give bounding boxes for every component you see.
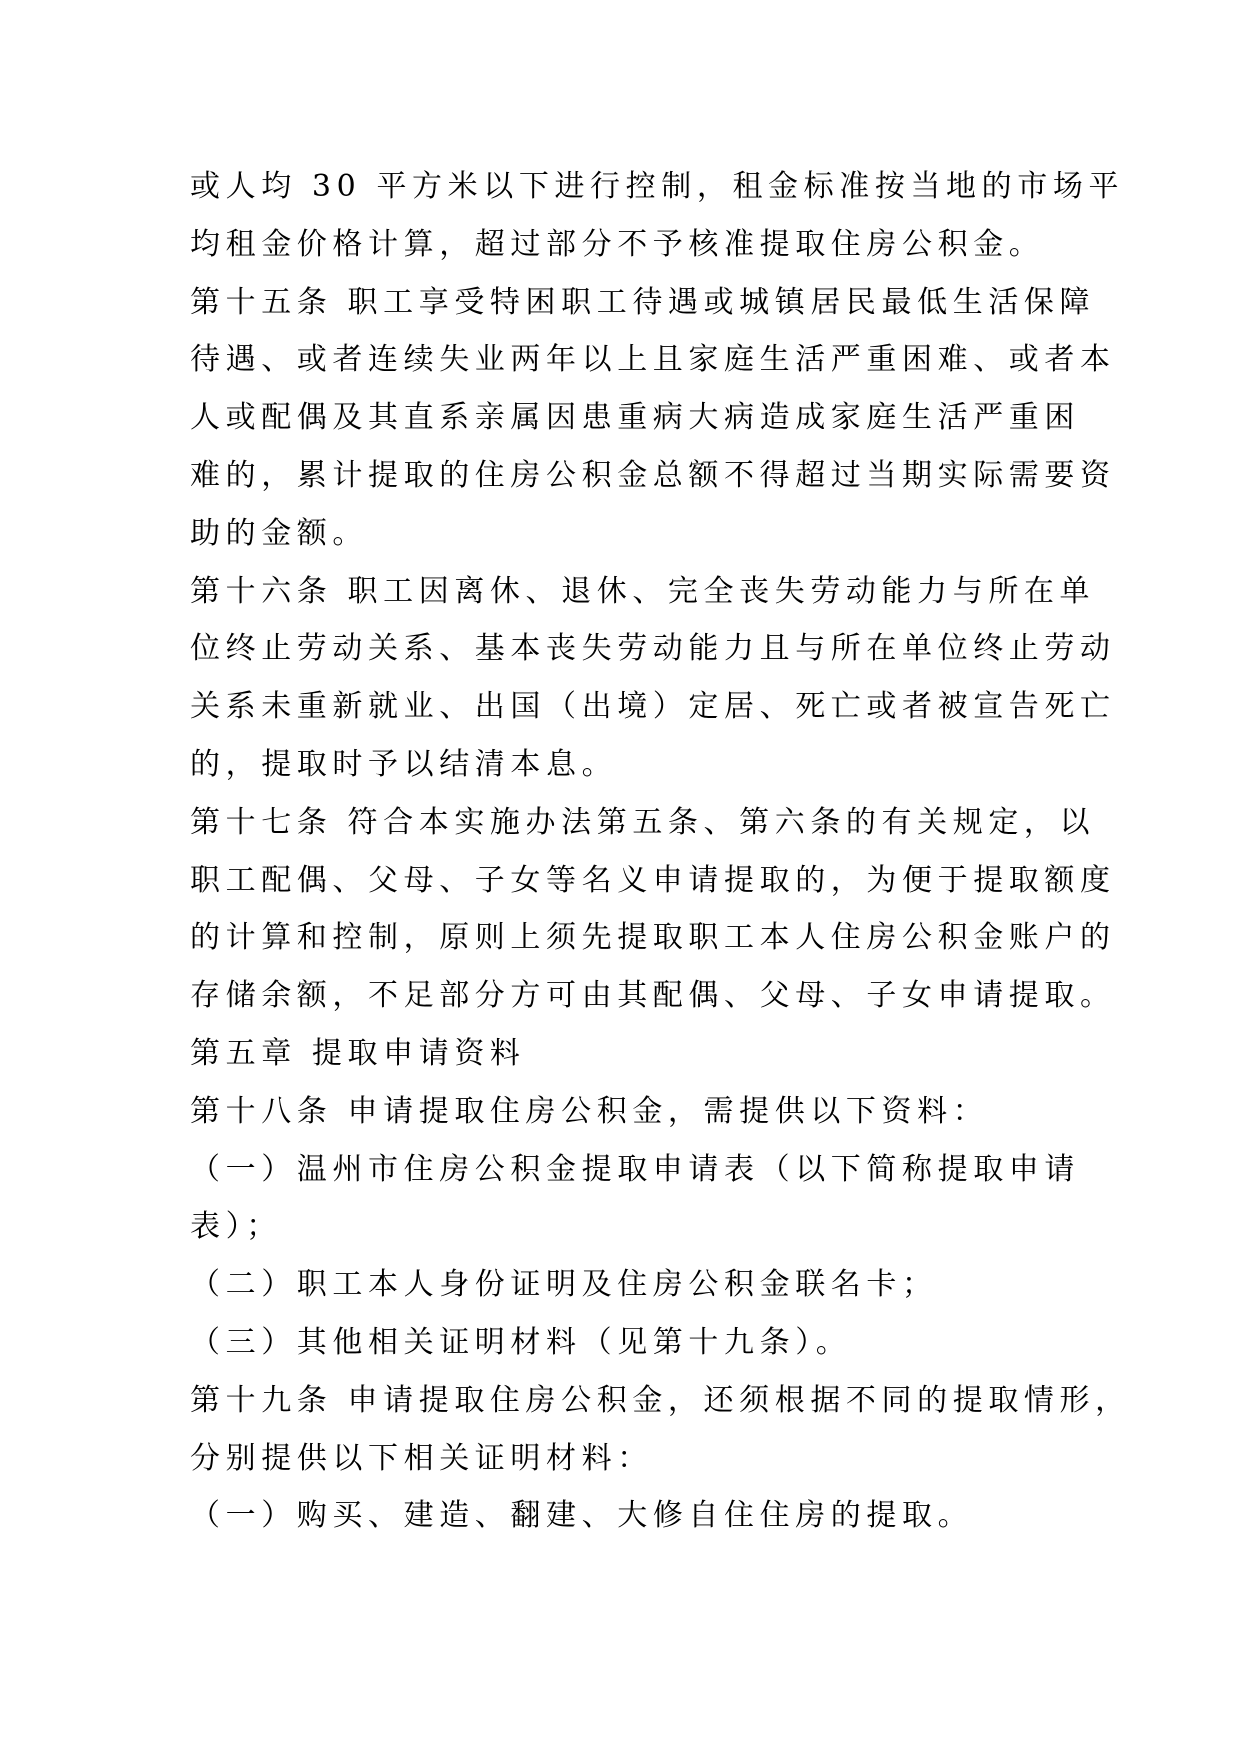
list-item-line: （一）购买、建造、翻建、大修自住住房的提取。 — [190, 1498, 974, 1534]
text-line: 位终止劳动关系、基本丧失劳动能力且与所在单位终止劳动 — [190, 631, 1116, 667]
text-line: 职工配偶、父母、子女等名义申请提取的，为便于提取额度 — [190, 862, 1116, 898]
document-body — [190, 158, 1131, 1545]
text-line: 待遇、或者连续失业两年以上且家庭生活严重困难、或者本 — [190, 342, 1116, 378]
text-line: 关系未重新就业、出国（出境）定居、死亡或者被宣告死亡 — [190, 689, 1116, 725]
text-line: 均租金价格计算，超过部分不予核准提取住房公积金。 — [190, 226, 1045, 262]
article-19-heading-line: 第十九条 申请提取住房公积金，还须根据不同的提取情形， — [190, 1382, 1131, 1418]
list-item-line: （一）温州市住房公积金提取申请表（以下简称提取申请 — [190, 1151, 1080, 1187]
chapter-5-heading: 第五章 提取申请资料 — [190, 1035, 526, 1071]
list-item-line: （二）职工本人身份证明及住房公积金联名卡； — [190, 1267, 938, 1303]
article-15-heading-line: 第十五条 职工享受特困职工待遇或城镇居民最低生活保障 — [190, 284, 1096, 320]
list-item-line: （三）其他相关证明材料（见第十九条）。 — [190, 1324, 852, 1360]
text-line: 难的，累计提取的住房公积金总额不得超过当期实际需要资 — [190, 457, 1116, 493]
article-16-heading-line: 第十六条 职工因离休、退休、完全丧失劳动能力与所在单 — [190, 573, 1096, 609]
list-item-line: 表）； — [190, 1209, 282, 1245]
text-line: 存储余额，不足部分方可由其配偶、父母、子女申请提取。 — [190, 978, 1116, 1014]
article-18-heading-line: 第十八条 申请提取住房公积金，需提供以下资料： — [190, 1093, 989, 1129]
text-line: 或人均 30 平方米以下进行控制，租金标准按当地的市场平 — [190, 169, 1125, 204]
text-line: 的，提取时予以结清本息。 — [190, 746, 618, 782]
text-line: 分别提供以下相关证明材料： — [190, 1440, 653, 1476]
text-line: 的计算和控制，原则上须先提取职工本人住房公积金账户的 — [190, 920, 1116, 956]
article-17-heading-line: 第十七条 符合本实施办法第五条、第六条的有关规定，以 — [190, 804, 1096, 840]
text-line: 助的金额。 — [190, 515, 368, 551]
text-line: 人或配偶及其直系亲属因患重病大病造成家庭生活严重困 — [190, 400, 1080, 436]
